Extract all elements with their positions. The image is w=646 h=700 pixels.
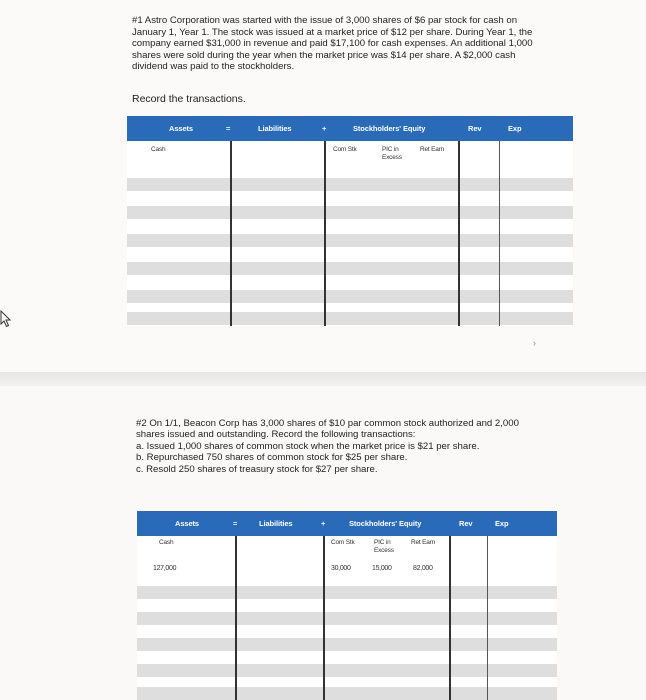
header-liabilities: Liabilities bbox=[258, 124, 292, 133]
header-plus: + bbox=[322, 124, 327, 133]
header-stockholders-equity: Stockholders' Equity bbox=[349, 519, 422, 528]
header-equals: = bbox=[233, 519, 238, 528]
table-row bbox=[137, 638, 557, 651]
opening-pic-in-excess-value: 15,000 bbox=[372, 565, 392, 572]
opening-com-stk-value: 30,000 bbox=[331, 565, 351, 572]
problem-1-line: shares were sold during the year when the market price was $14 per share. A $2,000 cash bbox=[132, 49, 516, 61]
header-rev: Rev bbox=[459, 519, 473, 528]
column-divider bbox=[323, 536, 325, 700]
table-row bbox=[137, 612, 557, 625]
table-row bbox=[137, 664, 557, 677]
column-divider bbox=[449, 536, 451, 700]
problem-2-text bbox=[136, 418, 519, 475]
table-row bbox=[127, 234, 573, 247]
table-row bbox=[137, 586, 557, 599]
table-row bbox=[127, 312, 573, 325]
header-stockholders-equity: Stockholders' Equity bbox=[353, 124, 426, 133]
problem-2-line: #2 On 1/1, Beacon Corp has 3,000 shares of $10 par common stock authorized and 2,000 bbox=[136, 418, 519, 429]
problem-1-line: dividend was paid to the stockholders. bbox=[132, 61, 295, 73]
column-divider bbox=[230, 141, 232, 326]
problem-1-text bbox=[132, 15, 533, 73]
table-row bbox=[127, 262, 573, 275]
column-divider bbox=[458, 141, 460, 326]
header-assets: Assets bbox=[169, 124, 193, 133]
problem-2-line: a. Issued 1,000 shares of common stock when the market price is $21 per share. bbox=[136, 440, 480, 452]
table-header bbox=[137, 511, 557, 536]
subheader-com-stk: Com Stk bbox=[333, 146, 357, 153]
header-equals: = bbox=[226, 124, 231, 133]
opening-ret-earn-value: 82,000 bbox=[413, 565, 433, 572]
table-header bbox=[127, 116, 573, 141]
table-row bbox=[137, 687, 557, 700]
table-row bbox=[127, 206, 573, 219]
header-exp: Exp bbox=[495, 519, 509, 528]
header-rev: Rev bbox=[468, 124, 482, 133]
opening-cash-value: 127,000 bbox=[153, 565, 177, 572]
table-row bbox=[127, 178, 573, 191]
header-liabilities: Liabilities bbox=[259, 519, 293, 528]
problem-1-line: January 1, Year 1. The stock was issued at a market price of $12 per share. During Year 1, the bbox=[132, 26, 533, 38]
header-assets: Assets bbox=[175, 519, 199, 528]
problem-1-line: company earned $31,000 in revenue and paid $17,100 for cash expenses. An additional 1,000 bbox=[132, 38, 533, 50]
column-divider bbox=[235, 536, 237, 700]
table-row bbox=[127, 290, 573, 303]
column-divider bbox=[324, 141, 326, 326]
problem-2-line: shares issued and outstanding. Record the following transactions: bbox=[136, 429, 416, 441]
subheader-pic-in-excess: PIC in Excess bbox=[374, 539, 394, 554]
subheader-pic-in-excess: PIC in Excess bbox=[382, 146, 402, 161]
column-divider bbox=[487, 536, 488, 700]
record-transactions-label: Record the transactions. bbox=[132, 93, 246, 105]
problem-1-line: #1 Astro Corporation was started with the issue of 3,000 shares of $6 par stock for cash on bbox=[132, 15, 518, 26]
subheader-ret-earn: Ret Earn bbox=[420, 146, 445, 153]
header-plus: + bbox=[321, 519, 326, 528]
subheader-ret-earn: Ret Earn bbox=[411, 539, 436, 546]
accounting-equation-table-2 bbox=[137, 511, 557, 700]
accounting-equation-table-1 bbox=[127, 116, 573, 326]
stray-mark: › bbox=[533, 338, 536, 348]
page-gap bbox=[0, 372, 646, 386]
subheader-cash: Cash bbox=[151, 146, 166, 153]
header-exp: Exp bbox=[508, 124, 522, 133]
subheader-com-stk: Com Stk bbox=[331, 539, 355, 546]
subheader-cash: Cash bbox=[159, 539, 174, 546]
problem-2-line: b. Repurchased 750 shares of common stock for $25 per share. bbox=[136, 452, 408, 464]
problem-2-line: c. Resold 250 shares of treasury stock for $27 per share. bbox=[136, 463, 378, 475]
column-divider bbox=[499, 141, 500, 326]
mouse-cursor-icon bbox=[0, 310, 12, 328]
